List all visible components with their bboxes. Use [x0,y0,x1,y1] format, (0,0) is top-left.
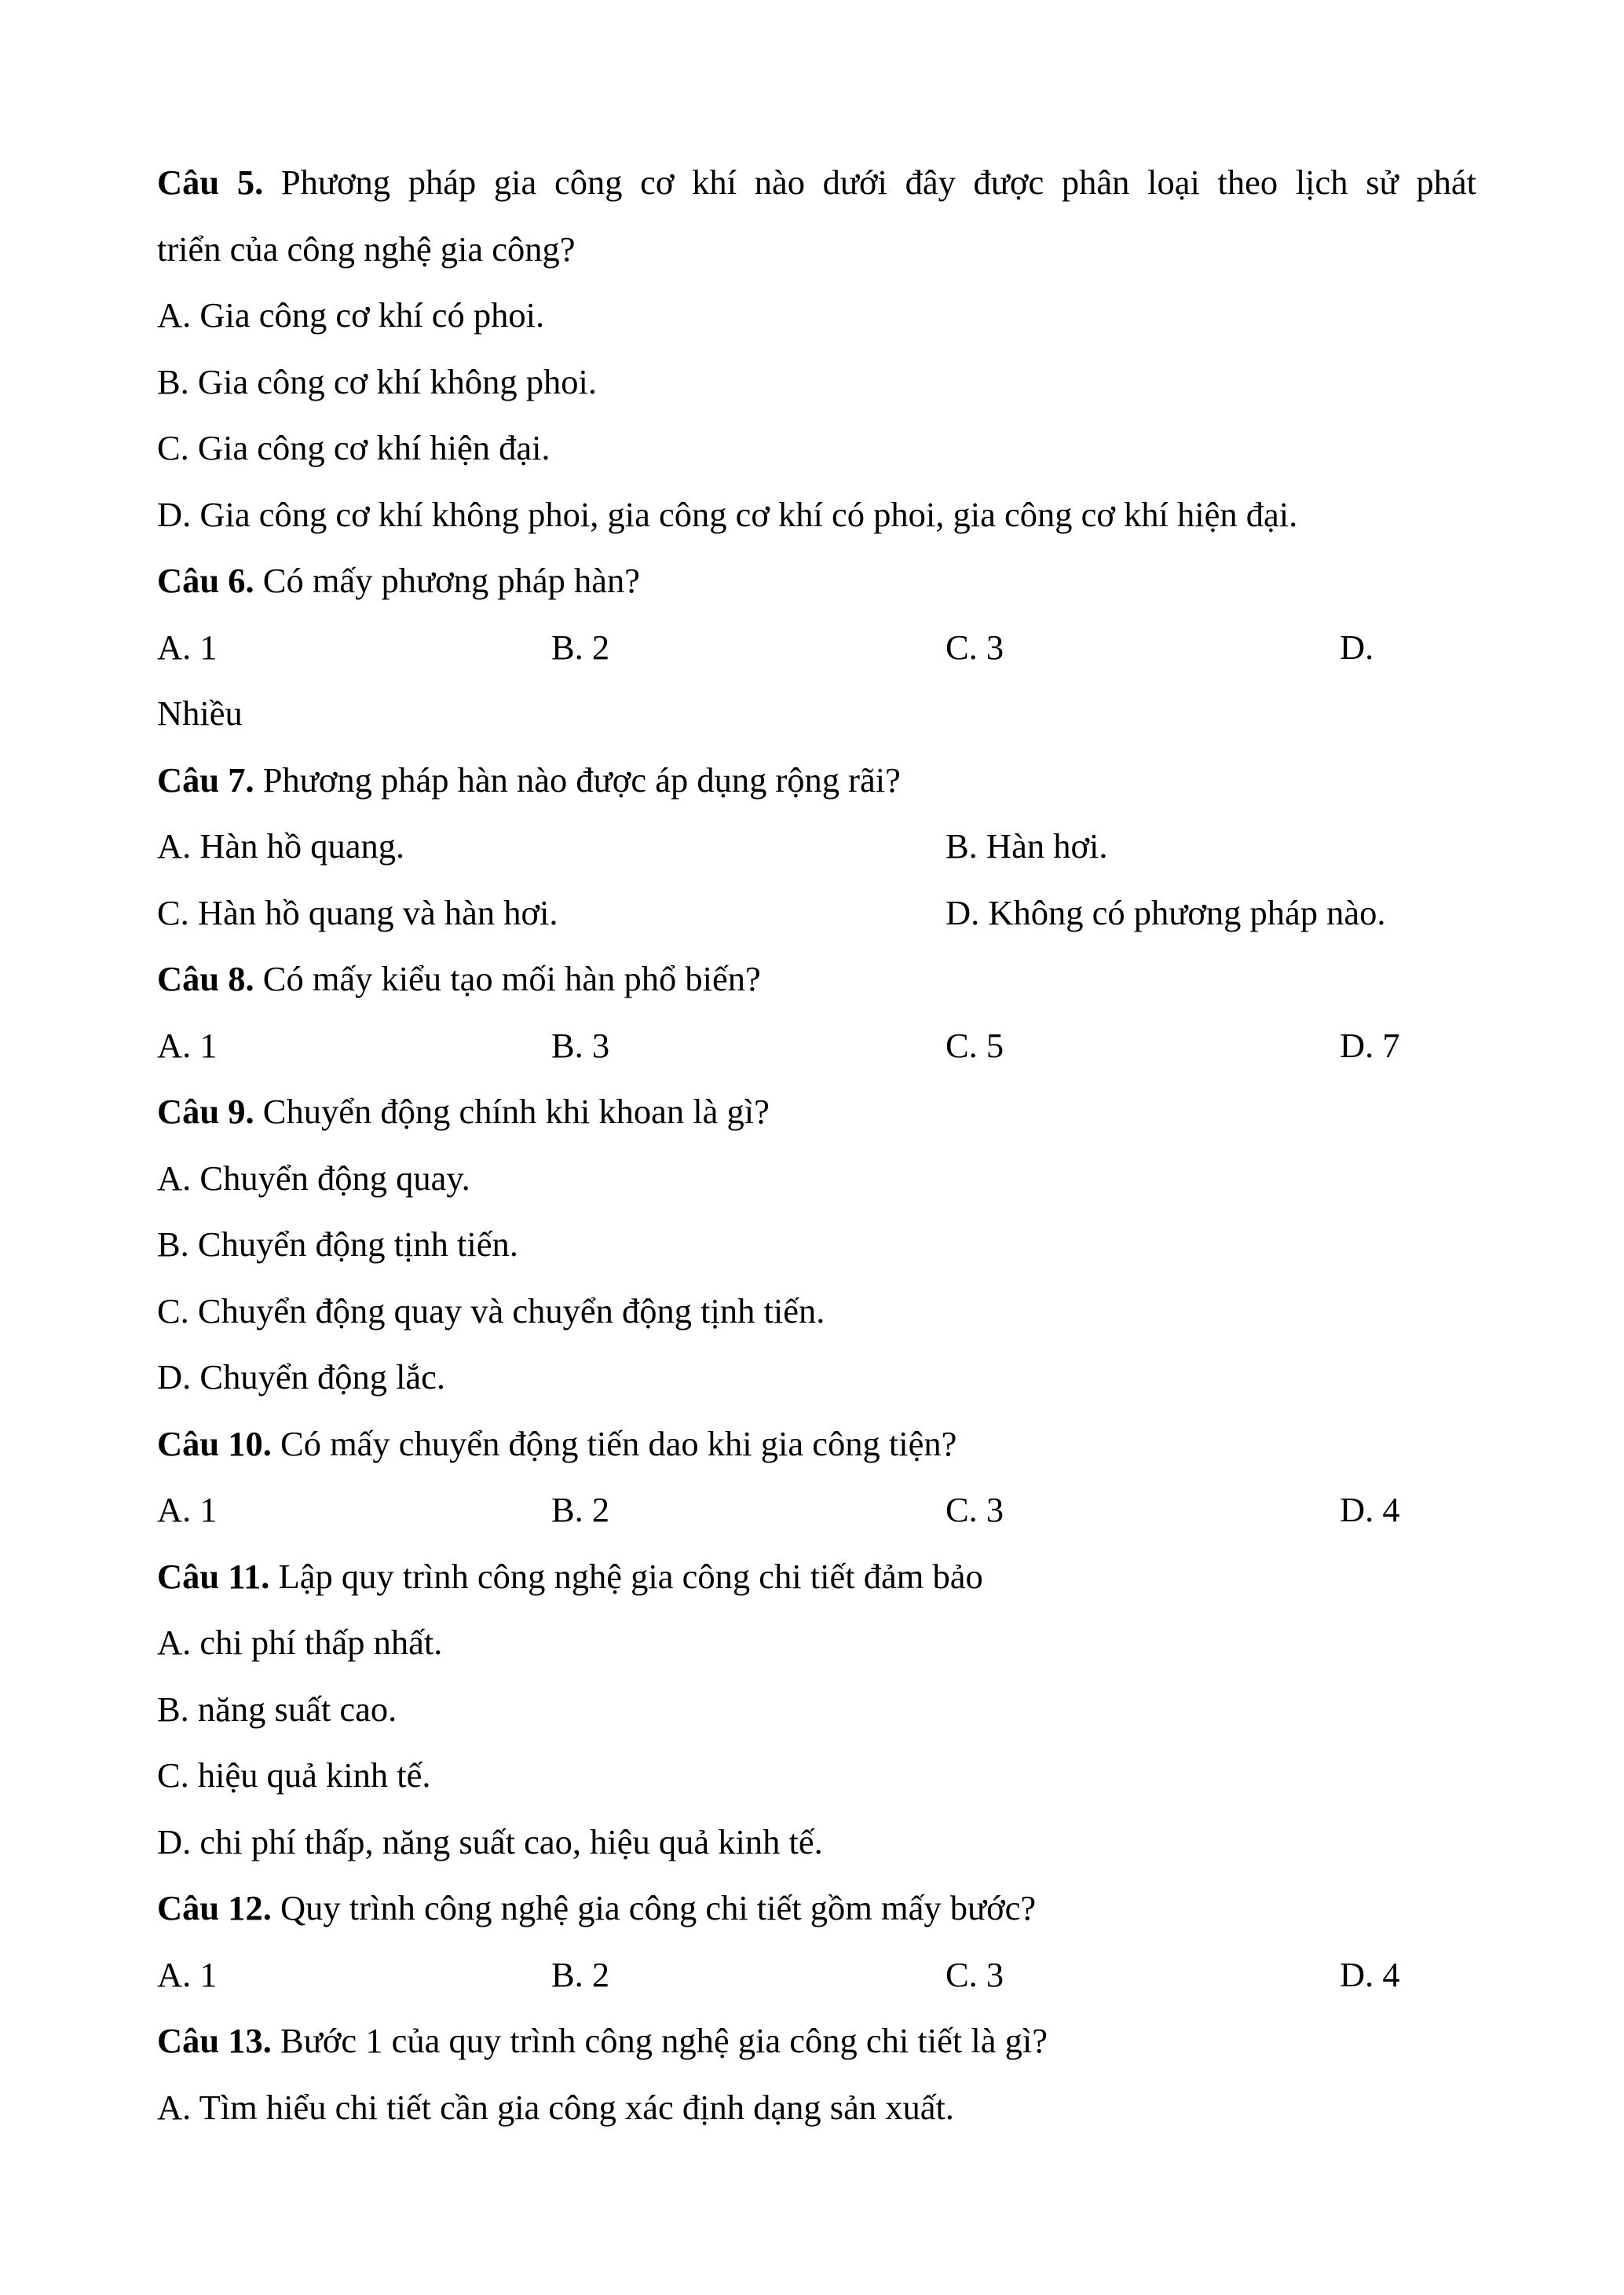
question-7-option-b: B. Hàn hơi. [946,826,1108,866]
question-6-option-a: A. 1 [157,627,218,667]
question-9-label: Câu 9. [157,1092,254,1131]
question-6-stem [157,547,1476,614]
question-8-options [157,1012,1476,1079]
question-8-option-d: D. 7 [1340,1025,1400,1065]
question-10-option-b: B. 2 [551,1490,610,1529]
question-9-stem [157,1078,1476,1145]
question-7-option-c: C. Hàn hồ quang và hàn hơi. [157,892,558,932]
question-9-text: Chuyển động chính khi khoan là gì? [254,1092,770,1131]
question-12-label: Câu 12. [157,1888,272,1927]
question-10-stem [157,1411,1476,1477]
question-11-option-d: D. chi phí thấp, năng suất cao, hiệu quả kinh tế. [157,1821,823,1861]
question-5-option-b: B. Gia công cơ khí không phoi. [157,361,597,401]
question-5-stem-line-1 [157,149,1476,216]
question-10-option-d: D. 4 [1340,1490,1400,1529]
question-8-option-b: B. 3 [551,1025,610,1065]
question-12-stem [157,1875,1476,1942]
question-11-label: Câu 11. [157,1556,270,1596]
question-6-option-d-overflow: Nhiều [157,694,243,733]
question-7-text: Phương pháp hàn nào được áp dụng rộng rãi? [254,760,901,800]
question-7-label: Câu 7. [157,760,254,800]
question-10-label: Câu 10. [157,1423,272,1463]
question-10-options [157,1477,1476,1543]
question-8-label: Câu 8. [157,959,254,998]
question-9-option-a: A. Chuyển động quay. [157,1158,470,1198]
question-5-option-d: D. Gia công cơ khí không phoi, gia công cơ khí có phoi, gia công cơ khí hiện đại. [157,494,1298,534]
question-9-option-d: D. Chuyển động lắc. [157,1357,446,1396]
question-5-stem-line-2: triển của công nghệ gia công? [157,229,576,269]
question-6-option-d: D. [1340,627,1374,667]
question-13-stem [157,2008,1476,2074]
question-8-text: Có mấy kiểu tạo mối hàn phổ biến? [254,959,761,998]
question-9-option-c: C. Chuyển động quay và chuyển động tịnh tiến. [157,1290,825,1331]
question-6-option-c: C. 3 [946,627,1004,667]
question-9-option-b: B. Chuyển động tịnh tiến. [157,1224,518,1264]
question-10-option-c: C. 3 [946,1490,1004,1529]
question-12-text: Quy trình công nghệ gia công chi tiết gồm mấy bước? [271,1888,1037,1927]
question-7-stem [157,747,1476,814]
question-11-option-b: B. năng suất cao. [157,1689,397,1729]
question-12-option-a: A. 1 [157,1954,218,1994]
question-12-option-b: B. 2 [551,1954,610,1994]
document-page [157,149,1476,2140]
question-11-text: Lập quy trình công nghệ gia công chi tiết đảm bảo [269,1556,983,1596]
question-7-options-row-2 [157,880,1476,946]
question-6-text: Có mấy phương pháp hàn? [254,561,640,600]
question-13-text: Bước 1 của quy trình công nghệ gia công chi tiết là gì? [271,2021,1048,2060]
question-5-text-line-1: Phương pháp gia công cơ khí nào dưới đây được phân loại theo lịch sử phát [263,163,1476,202]
question-11-stem [157,1543,1476,1610]
question-5-option-c: C. Gia công cơ khí hiện đại. [157,428,550,467]
question-6-option-b: B. 2 [551,627,610,667]
question-7-option-d: D. Không có phương pháp nào. [946,892,1386,932]
question-12-options [157,1942,1476,2008]
question-12-option-c: C. 3 [946,1954,1004,1994]
question-8-stem [157,946,1476,1012]
question-5-label: Câu 5. [157,163,264,202]
question-7-option-a: A. Hàn hồ quang. [157,826,405,866]
question-5-option-a: A. Gia công cơ khí có phoi. [157,295,545,335]
question-11-option-a: A. chi phí thấp nhất. [157,1623,443,1662]
question-6-options [157,614,1476,681]
question-13-label: Câu 13. [157,2021,272,2060]
question-11-option-c: C. hiệu quả kinh tế. [157,1755,431,1795]
question-10-option-a: A. 1 [157,1490,218,1529]
question-7-options-row-1 [157,813,1476,880]
question-10-text: Có mấy chuyển động tiến dao khi gia công tiện? [271,1423,957,1463]
question-12-option-d: D. 4 [1340,1954,1400,1994]
question-8-option-c: C. 5 [946,1025,1004,1065]
question-8-option-a: A. 1 [157,1025,218,1065]
question-6-label: Câu 6. [157,561,254,600]
question-13-option-a: A. Tìm hiểu chi tiết cần gia công xác định dạng sản xuất. [157,2087,954,2127]
